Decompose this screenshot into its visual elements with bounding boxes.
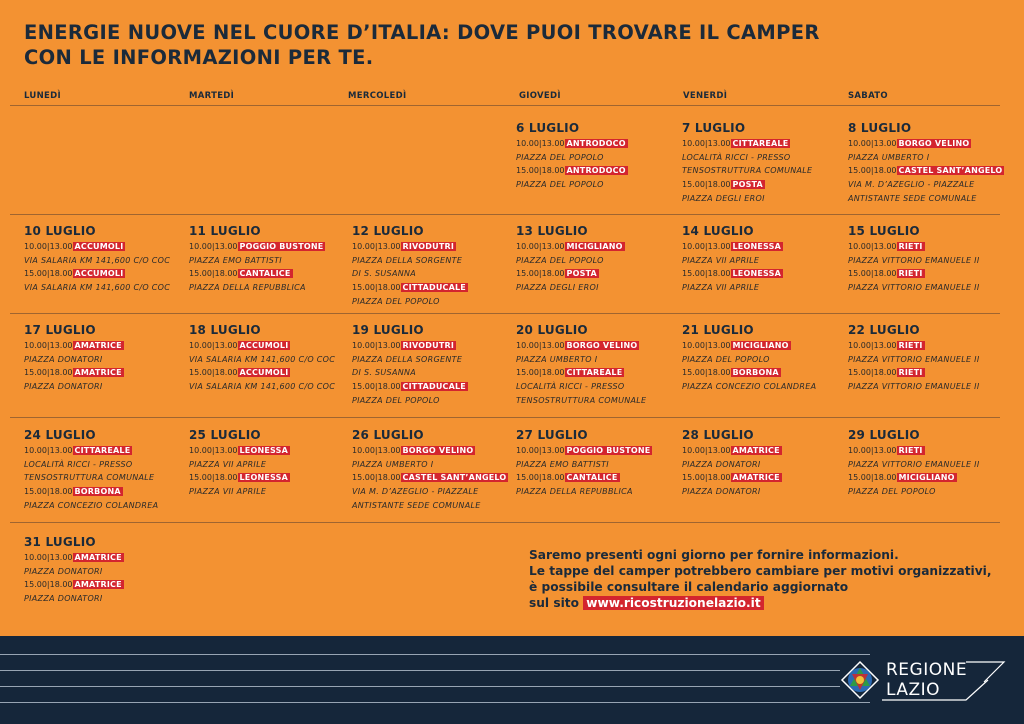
location-text: PIAZZA CONCEZIO COLANDREA xyxy=(682,382,817,392)
location-text: PIAZZA DONATORI xyxy=(682,459,761,469)
town-badge: CITTAREALE xyxy=(566,368,623,378)
day-date: 13 LUGLIO xyxy=(516,224,588,238)
slot-time: 15.00|18.00 xyxy=(848,269,897,279)
calendar-day-cell xyxy=(682,121,842,206)
time-slot xyxy=(682,366,842,380)
location-text: PIAZZA DONATORI xyxy=(24,354,103,364)
slot-time: 10.00|13.00 xyxy=(516,341,565,350)
divider xyxy=(10,522,1000,523)
info-note-line: Le tappe del camper potrebbero cambiare per motivi organizzativi, xyxy=(529,564,992,578)
slot-time: 10.00|13.00 xyxy=(189,341,238,350)
time-slot xyxy=(682,444,842,458)
divider xyxy=(10,105,1000,106)
time-slot xyxy=(682,240,842,254)
town-badge: AMATRICE xyxy=(74,368,122,378)
location-text: LOCALITÀ RICCI - PRESSO xyxy=(24,459,133,469)
location-text: PIAZZA UMBERTO I xyxy=(352,459,434,469)
town-badge: RIETI xyxy=(898,368,923,378)
town-badge: LEONESSA xyxy=(239,446,288,455)
website-link[interactable]: www.ricostruzionelazio.it xyxy=(583,596,763,610)
day-date: 21 LUGLIO xyxy=(682,323,754,337)
town-badge: ACCUMOLI xyxy=(239,341,289,350)
slot-time: 10.00|13.00 xyxy=(516,139,565,148)
day-header-monday: LUNEDÌ xyxy=(24,91,61,101)
location-text: PIAZZA VII APRILE xyxy=(682,283,760,293)
day-date: 19 LUGLIO xyxy=(352,323,424,337)
town-badge: RIETI xyxy=(898,242,923,251)
location-text: PIAZZA DEL POPOLO xyxy=(352,296,440,306)
day-date: 17 LUGLIO xyxy=(24,323,96,337)
town-badge: AMATRICE xyxy=(732,446,780,455)
location-text: PIAZZA DEL POPOLO xyxy=(352,395,440,405)
divider xyxy=(10,417,1000,418)
slot-time: 10.00|13.00 xyxy=(848,242,897,251)
location-text: PIAZZA UMBERTO I xyxy=(516,354,598,364)
day-date: 18 LUGLIO xyxy=(189,323,261,337)
calendar-day-cell xyxy=(189,224,349,295)
day-date: 22 LUGLIO xyxy=(848,323,920,337)
location-text: PIAZZA VITTORIO EMANUELE II xyxy=(848,354,980,364)
time-slot xyxy=(352,444,512,458)
town-badge: RIETI xyxy=(898,446,923,455)
town-badge: BORGO VELINO xyxy=(402,446,474,455)
location-text: PIAZZA DELLA REPUBBLICA xyxy=(189,283,306,293)
time-slot xyxy=(848,444,1008,458)
time-slot xyxy=(516,137,676,151)
town-badge: CANTALICE xyxy=(239,269,291,279)
time-slot xyxy=(516,471,676,485)
time-slot xyxy=(516,164,676,178)
slot-time: 15.00|18.00 xyxy=(189,269,238,279)
day-date: 20 LUGLIO xyxy=(516,323,588,337)
time-slot xyxy=(848,366,1008,380)
time-slot xyxy=(24,339,184,353)
slot-time: 10.00|13.00 xyxy=(682,341,731,350)
calendar-day-cell xyxy=(189,323,349,394)
location-text: VIA M. D’AZEGLIO - PIAZZALE xyxy=(848,180,975,190)
location-text: PIAZZA DELLA SORGENTE xyxy=(352,255,463,265)
slot-time: 15.00|18.00 xyxy=(848,368,897,378)
town-badge: CITTADUCALE xyxy=(402,382,466,392)
day-date: 7 LUGLIO xyxy=(682,121,746,135)
slot-time: 15.00|18.00 xyxy=(516,473,565,483)
calendar-day-cell xyxy=(352,224,512,309)
slot-time: 15.00|18.00 xyxy=(24,487,73,497)
time-slot xyxy=(682,267,842,281)
location-text: PIAZZA DELLA REPUBBLICA xyxy=(516,487,633,497)
time-slot xyxy=(189,267,349,281)
location-text: PIAZZA VITTORIO EMANUELE II xyxy=(848,459,980,469)
town-badge: AMATRICE xyxy=(74,341,122,350)
slot-time: 10.00|13.00 xyxy=(24,553,73,562)
day-header-thursday: GIOVEDÌ xyxy=(519,91,561,101)
slot-time: 10.00|13.00 xyxy=(24,446,73,455)
town-badge: POSTA xyxy=(732,180,763,190)
day-date: 15 LUGLIO xyxy=(848,224,920,238)
page-title-line-2: CON LE INFORMAZIONI PER TE. xyxy=(24,46,374,69)
location-text: PIAZZA VITTORIO EMANUELE II xyxy=(848,382,980,392)
day-date: 6 LUGLIO xyxy=(516,121,580,135)
location-text: PIAZZA EMO BATTISTI xyxy=(189,255,282,265)
time-slot xyxy=(848,339,1008,353)
slot-time: 10.00|13.00 xyxy=(682,242,731,251)
time-slot xyxy=(189,240,349,254)
location-text: PIAZZA VII APRILE xyxy=(682,255,760,265)
regione-lazio-logo xyxy=(886,660,967,700)
town-badge: CITTAREALE xyxy=(74,446,131,455)
town-badge: RIETI xyxy=(898,341,923,350)
time-slot xyxy=(516,267,676,281)
time-slot xyxy=(682,178,842,192)
location-text: PIAZZA DONATORI xyxy=(24,594,103,604)
time-slot xyxy=(352,471,512,485)
town-badge: MICIGLIANO xyxy=(566,242,623,251)
info-note-line: Saremo presenti ogni giorno per fornire informazioni. xyxy=(529,548,899,562)
town-badge: RIETI xyxy=(898,269,923,279)
divider xyxy=(10,313,1000,314)
location-text: PIAZZA DEGLI EROI xyxy=(682,193,765,203)
day-date: 14 LUGLIO xyxy=(682,224,754,238)
day-header-tuesday: MARTEDÌ xyxy=(189,91,235,101)
location-text: PIAZZA EMO BATTISTI xyxy=(516,459,609,469)
slot-time: 15.00|18.00 xyxy=(848,166,897,176)
logo-line-1: REGIONE xyxy=(886,660,968,680)
slot-time: 10.00|13.00 xyxy=(682,139,731,148)
town-badge: AMATRICE xyxy=(74,553,122,562)
time-slot xyxy=(352,281,512,295)
calendar-day-cell xyxy=(516,428,676,499)
calendar-day-cell xyxy=(516,224,676,295)
footer-stripe xyxy=(0,654,870,655)
slot-time: 15.00|18.00 xyxy=(352,473,401,483)
location-text: PIAZZA DELLA SORGENTE xyxy=(352,354,463,364)
footer-stripe xyxy=(0,702,870,703)
slot-time: 15.00|18.00 xyxy=(516,269,565,279)
day-header-friday: VENERDÌ xyxy=(683,91,728,101)
time-slot xyxy=(352,339,512,353)
slot-time: 10.00|13.00 xyxy=(848,341,897,350)
location-text: ANTISTANTE SEDE COMUNALE xyxy=(848,193,977,203)
day-date: 12 LUGLIO xyxy=(352,224,424,238)
slot-time: 15.00|18.00 xyxy=(516,166,565,176)
town-badge: ACCUMOLI xyxy=(239,368,289,378)
town-badge: POGGIO BUSTONE xyxy=(239,242,324,251)
town-badge: BORBONA xyxy=(74,487,121,497)
slot-time: 15.00|18.00 xyxy=(24,368,73,378)
location-text: TENSOSTRUTTURA COMUNALE xyxy=(24,473,155,483)
location-text: LOCALITÀ RICCI - PRESSO xyxy=(682,152,791,162)
calendar-day-cell xyxy=(682,323,842,394)
day-date: 24 LUGLIO xyxy=(24,428,96,442)
time-slot xyxy=(189,444,349,458)
location-text: PIAZZA VII APRILE xyxy=(189,487,267,497)
town-badge: ACCUMOLI xyxy=(74,269,124,279)
day-header-wednesday: MERCOLEDÌ xyxy=(348,91,407,101)
location-text: VIA M. D’AZEGLIO - PIAZZALE xyxy=(352,487,479,497)
day-date: 25 LUGLIO xyxy=(189,428,261,442)
time-slot xyxy=(516,240,676,254)
calendar-day-cell xyxy=(848,121,1008,206)
info-note xyxy=(529,547,1009,611)
calendar-day-cell xyxy=(682,224,842,295)
page-title xyxy=(24,20,924,70)
slot-time: 15.00|18.00 xyxy=(848,473,897,483)
time-slot xyxy=(24,366,184,380)
town-badge: POSTA xyxy=(566,269,597,279)
time-slot xyxy=(24,240,184,254)
time-slot xyxy=(24,267,184,281)
slot-time: 10.00|13.00 xyxy=(352,341,401,350)
time-slot xyxy=(682,137,842,151)
day-date: 28 LUGLIO xyxy=(682,428,754,442)
slot-time: 15.00|18.00 xyxy=(189,473,238,483)
town-badge: RIVODUTRI xyxy=(402,242,455,251)
time-slot xyxy=(352,240,512,254)
town-badge: CASTEL SANT’ANGELO xyxy=(402,473,507,483)
location-text: TENSOSTRUTTURA COMUNALE xyxy=(682,166,813,176)
day-date: 31 LUGLIO xyxy=(24,535,96,549)
time-slot xyxy=(516,444,676,458)
calendar-day-cell xyxy=(24,535,184,606)
time-slot xyxy=(848,267,1008,281)
town-badge: AMATRICE xyxy=(74,580,122,590)
location-text: PIAZZA DONATORI xyxy=(24,382,103,392)
slot-time: 10.00|13.00 xyxy=(516,446,565,455)
town-badge: AMATRICE xyxy=(732,473,780,483)
slot-time: 10.00|13.00 xyxy=(24,341,73,350)
info-note-line: è possibile consultare il calendario aggiornato xyxy=(529,580,849,594)
calendar-day-cell xyxy=(682,428,842,499)
slot-time: 15.00|18.00 xyxy=(352,382,401,392)
town-badge: LEONESSA xyxy=(732,242,781,251)
town-badge: LEONESSA xyxy=(732,269,781,279)
logo-line-2: LAZIO xyxy=(886,680,941,700)
day-date: 8 LUGLIO xyxy=(848,121,912,135)
slot-time: 15.00|18.00 xyxy=(682,180,731,190)
location-text: PIAZZA DEL POPOLO xyxy=(516,180,604,190)
day-date: 11 LUGLIO xyxy=(189,224,261,238)
calendar-day-cell xyxy=(848,224,1008,295)
time-slot xyxy=(189,366,349,380)
slot-time: 10.00|13.00 xyxy=(682,446,731,455)
divider xyxy=(10,214,1000,215)
town-badge: LEONESSA xyxy=(239,473,288,483)
town-badge: POGGIO BUSTONE xyxy=(566,446,651,455)
location-text: PIAZZA DEL POPOLO xyxy=(682,354,770,364)
slot-time: 10.00|13.00 xyxy=(352,242,401,251)
location-text: VIA SALARIA KM 141,600 C/O COC xyxy=(189,382,336,392)
calendar-day-cell xyxy=(189,428,349,499)
town-badge: RIVODUTRI xyxy=(402,341,455,350)
time-slot xyxy=(682,471,842,485)
town-badge: ANTRODOCO xyxy=(566,139,626,148)
slot-time: 15.00|18.00 xyxy=(189,368,238,378)
slot-time: 10.00|13.00 xyxy=(189,446,238,455)
day-header-saturday: SABATO xyxy=(848,91,888,101)
time-slot xyxy=(24,578,184,592)
location-text: VIA SALARIA KM 141,600 C/O COC xyxy=(24,255,171,265)
town-badge: BORBONA xyxy=(732,368,779,378)
time-slot xyxy=(24,485,184,499)
info-note-line-site xyxy=(529,595,1009,611)
location-text: ANTISTANTE SEDE COMUNALE xyxy=(352,500,481,510)
location-text: PIAZZA VITTORIO EMANUELE II xyxy=(848,283,980,293)
site-prefix: sul sito xyxy=(529,596,579,610)
location-text: TENSOSTRUTTURA COMUNALE xyxy=(516,395,647,405)
location-text: VIA SALARIA KM 141,600 C/O COC xyxy=(24,283,171,293)
town-badge: MICIGLIANO xyxy=(898,473,955,483)
time-slot xyxy=(352,380,512,394)
time-slot xyxy=(189,471,349,485)
time-slot xyxy=(516,339,676,353)
slot-time: 15.00|18.00 xyxy=(516,368,565,378)
town-badge: CITTADUCALE xyxy=(402,283,466,293)
time-slot xyxy=(189,339,349,353)
time-slot xyxy=(848,137,1008,151)
slot-time: 15.00|18.00 xyxy=(682,269,731,279)
slot-time: 15.00|18.00 xyxy=(682,368,731,378)
calendar-day-cell xyxy=(848,428,1008,499)
town-badge: CITTAREALE xyxy=(732,139,789,148)
slot-time: 10.00|13.00 xyxy=(189,242,238,251)
location-text: PIAZZA DEGLI EROI xyxy=(516,283,599,293)
calendar-day-cell xyxy=(352,428,512,513)
time-slot xyxy=(24,551,184,565)
location-text: DI S. SUSANNA xyxy=(352,269,417,279)
slot-time: 15.00|18.00 xyxy=(682,473,731,483)
page-title-line-1: ENERGIE NUOVE NEL CUORE D’ITALIA: DOVE PUOI TROVARE IL CAMPER xyxy=(24,21,820,44)
location-text: PIAZZA DEL POPOLO xyxy=(516,255,604,265)
time-slot xyxy=(516,366,676,380)
town-badge: MICIGLIANO xyxy=(732,341,789,350)
slot-time: 10.00|13.00 xyxy=(24,242,73,251)
location-text: PIAZZA UMBERTO I xyxy=(848,152,930,162)
location-text: PIAZZA DONATORI xyxy=(24,566,103,576)
town-badge: BORGO VELINO xyxy=(898,139,970,148)
day-date: 10 LUGLIO xyxy=(24,224,96,238)
day-date: 27 LUGLIO xyxy=(516,428,588,442)
footer-stripe xyxy=(0,670,870,671)
town-badge: BORGO VELINO xyxy=(566,341,638,350)
time-slot xyxy=(848,471,1008,485)
slot-time: 15.00|18.00 xyxy=(352,283,401,293)
time-slot xyxy=(848,240,1008,254)
time-slot xyxy=(682,339,842,353)
slot-time: 15.00|18.00 xyxy=(24,580,73,590)
town-badge: ACCUMOLI xyxy=(74,242,124,251)
slot-time: 15.00|18.00 xyxy=(24,269,73,279)
location-text: LOCALITÀ RICCI - PRESSO xyxy=(516,382,625,392)
location-text: PIAZZA DEL POPOLO xyxy=(848,487,936,497)
calendar-day-cell xyxy=(516,121,676,192)
location-text: PIAZZA VITTORIO EMANUELE II xyxy=(848,255,980,265)
calendar-day-cell xyxy=(352,323,512,408)
location-text: PIAZZA CONCEZIO COLANDREA xyxy=(24,500,159,510)
location-text: VIA SALARIA KM 141,600 C/O COC xyxy=(189,354,336,364)
time-slot xyxy=(848,164,1008,178)
calendar-day-cell xyxy=(24,323,184,394)
slot-time: 10.00|13.00 xyxy=(848,139,897,148)
footer-stripe xyxy=(0,686,870,687)
day-date: 26 LUGLIO xyxy=(352,428,424,442)
calendar-day-cell xyxy=(24,428,184,513)
calendar-day-cell xyxy=(24,224,184,295)
location-text: PIAZZA VII APRILE xyxy=(189,459,267,469)
slot-time: 10.00|13.00 xyxy=(352,446,401,455)
town-badge: ANTRODOCO xyxy=(566,166,626,176)
town-badge: CASTEL SANT’ANGELO xyxy=(898,166,1003,176)
location-text: DI S. SUSANNA xyxy=(352,368,417,378)
time-slot xyxy=(24,444,184,458)
day-date: 29 LUGLIO xyxy=(848,428,920,442)
regione-lazio-emblem-icon xyxy=(840,660,880,700)
town-badge: CANTALICE xyxy=(566,473,618,483)
location-text: PIAZZA DONATORI xyxy=(682,487,761,497)
calendar-day-cell xyxy=(516,323,676,408)
location-text: PIAZZA DEL POPOLO xyxy=(516,152,604,162)
slot-time: 10.00|13.00 xyxy=(848,446,897,455)
calendar-day-cell xyxy=(848,323,1008,394)
slot-time: 10.00|13.00 xyxy=(516,242,565,251)
